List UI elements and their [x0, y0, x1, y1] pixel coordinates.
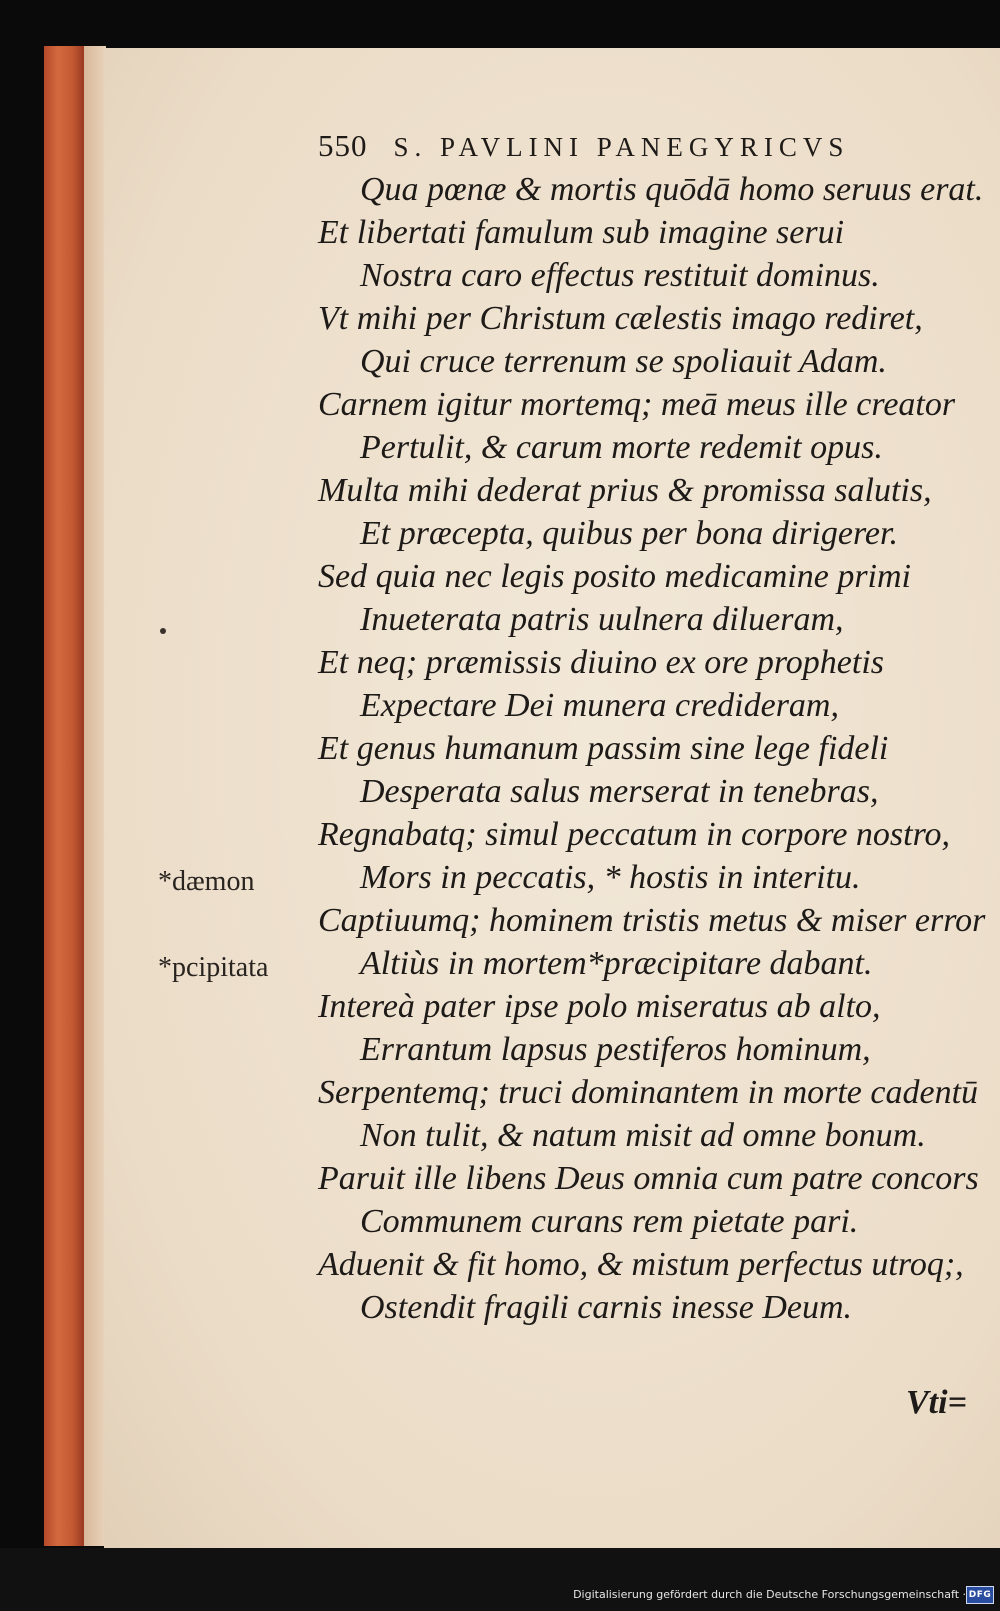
verse-line: Altiùs in mortem*præcipitare dabant. [360, 945, 873, 982]
running-title: S. PAVLINI PANEGYRICVS [393, 132, 850, 162]
verse-line: Et genus humanum passim sine lege fideli [318, 730, 889, 767]
verse-line: Paruit ille libens Deus omnia cum patre concors [318, 1160, 979, 1197]
page-edge-strip [84, 46, 106, 1546]
verse-line: Et libertati famulum sub imagine serui [318, 214, 845, 251]
verse-line: Vt mihi per Christum cælestis imago rediret, [318, 300, 923, 337]
book-edge [44, 46, 84, 1546]
verse-line: Errantum lapsus pestiferos hominum, [360, 1031, 871, 1068]
page-number: 550 [318, 128, 368, 163]
verse-line: Non tulit, & natum misit ad omne bonum. [360, 1117, 926, 1154]
verse-line: Captiuumq; hominem tristis metus & miser error [318, 902, 986, 939]
verse-line: Carnem igitur mortemq; meā meus ille creator [318, 386, 956, 423]
verse-line: Inueterata patris uulnera dilueram, [360, 601, 844, 638]
verse-line: Qua pœnæ & mortis quōdā homo seruus erat. [360, 171, 984, 208]
verse-line: Aduenit & fit homo, & mistum perfectus utroq;, [318, 1246, 964, 1283]
verse-line: Sed quia nec legis posito medicamine primi [318, 558, 912, 595]
verse-line: Expectare Dei munera credideram, [360, 687, 839, 724]
verse-line: Qui cruce terrenum se spoliauit Adam. [360, 343, 887, 380]
catchword: Vti= [906, 1384, 967, 1421]
verse-line: Mors in peccatis, * hostis in interitu. [360, 859, 861, 896]
verse-line: Nostra caro effectus restituit dominus. [360, 257, 880, 294]
verse-line: Regnabatq; simul peccatum in corpore nostro, [318, 816, 951, 853]
ink-mark [160, 628, 166, 634]
verse-line: Et præcepta, quibus per bona dirigerer. [360, 515, 898, 552]
dfg-logo: DFG [966, 1586, 994, 1604]
verse-line: Communem curans rem pietate pari. [360, 1203, 859, 1240]
verse-line: Et neq; præmissis diuino ex ore prophetis [318, 644, 884, 681]
verse-line: Desperata salus merserat in tenebras, [360, 773, 879, 810]
verse-line: Pertulit, & carum morte redemit opus. [360, 429, 883, 466]
verse-line: Serpentemq; truci dominantem in morte cadentū [318, 1074, 979, 1111]
running-head [318, 128, 990, 168]
margin-gloss-daemon: *dæmon [158, 866, 255, 897]
verse-line: Intereà pater ipse polo miseratus ab alto, [318, 988, 881, 1025]
verse-line: Ostendit fragili carnis inesse Deum. [360, 1289, 853, 1326]
verse-line: Multa mihi dederat prius & promissa salutis, [318, 472, 932, 509]
digitization-credit: Digitalisierung gefördert durch die Deutsche Forschungsgemeinschaft · [573, 1588, 966, 1601]
margin-gloss-praecipitata: *pcipitata [158, 952, 269, 983]
